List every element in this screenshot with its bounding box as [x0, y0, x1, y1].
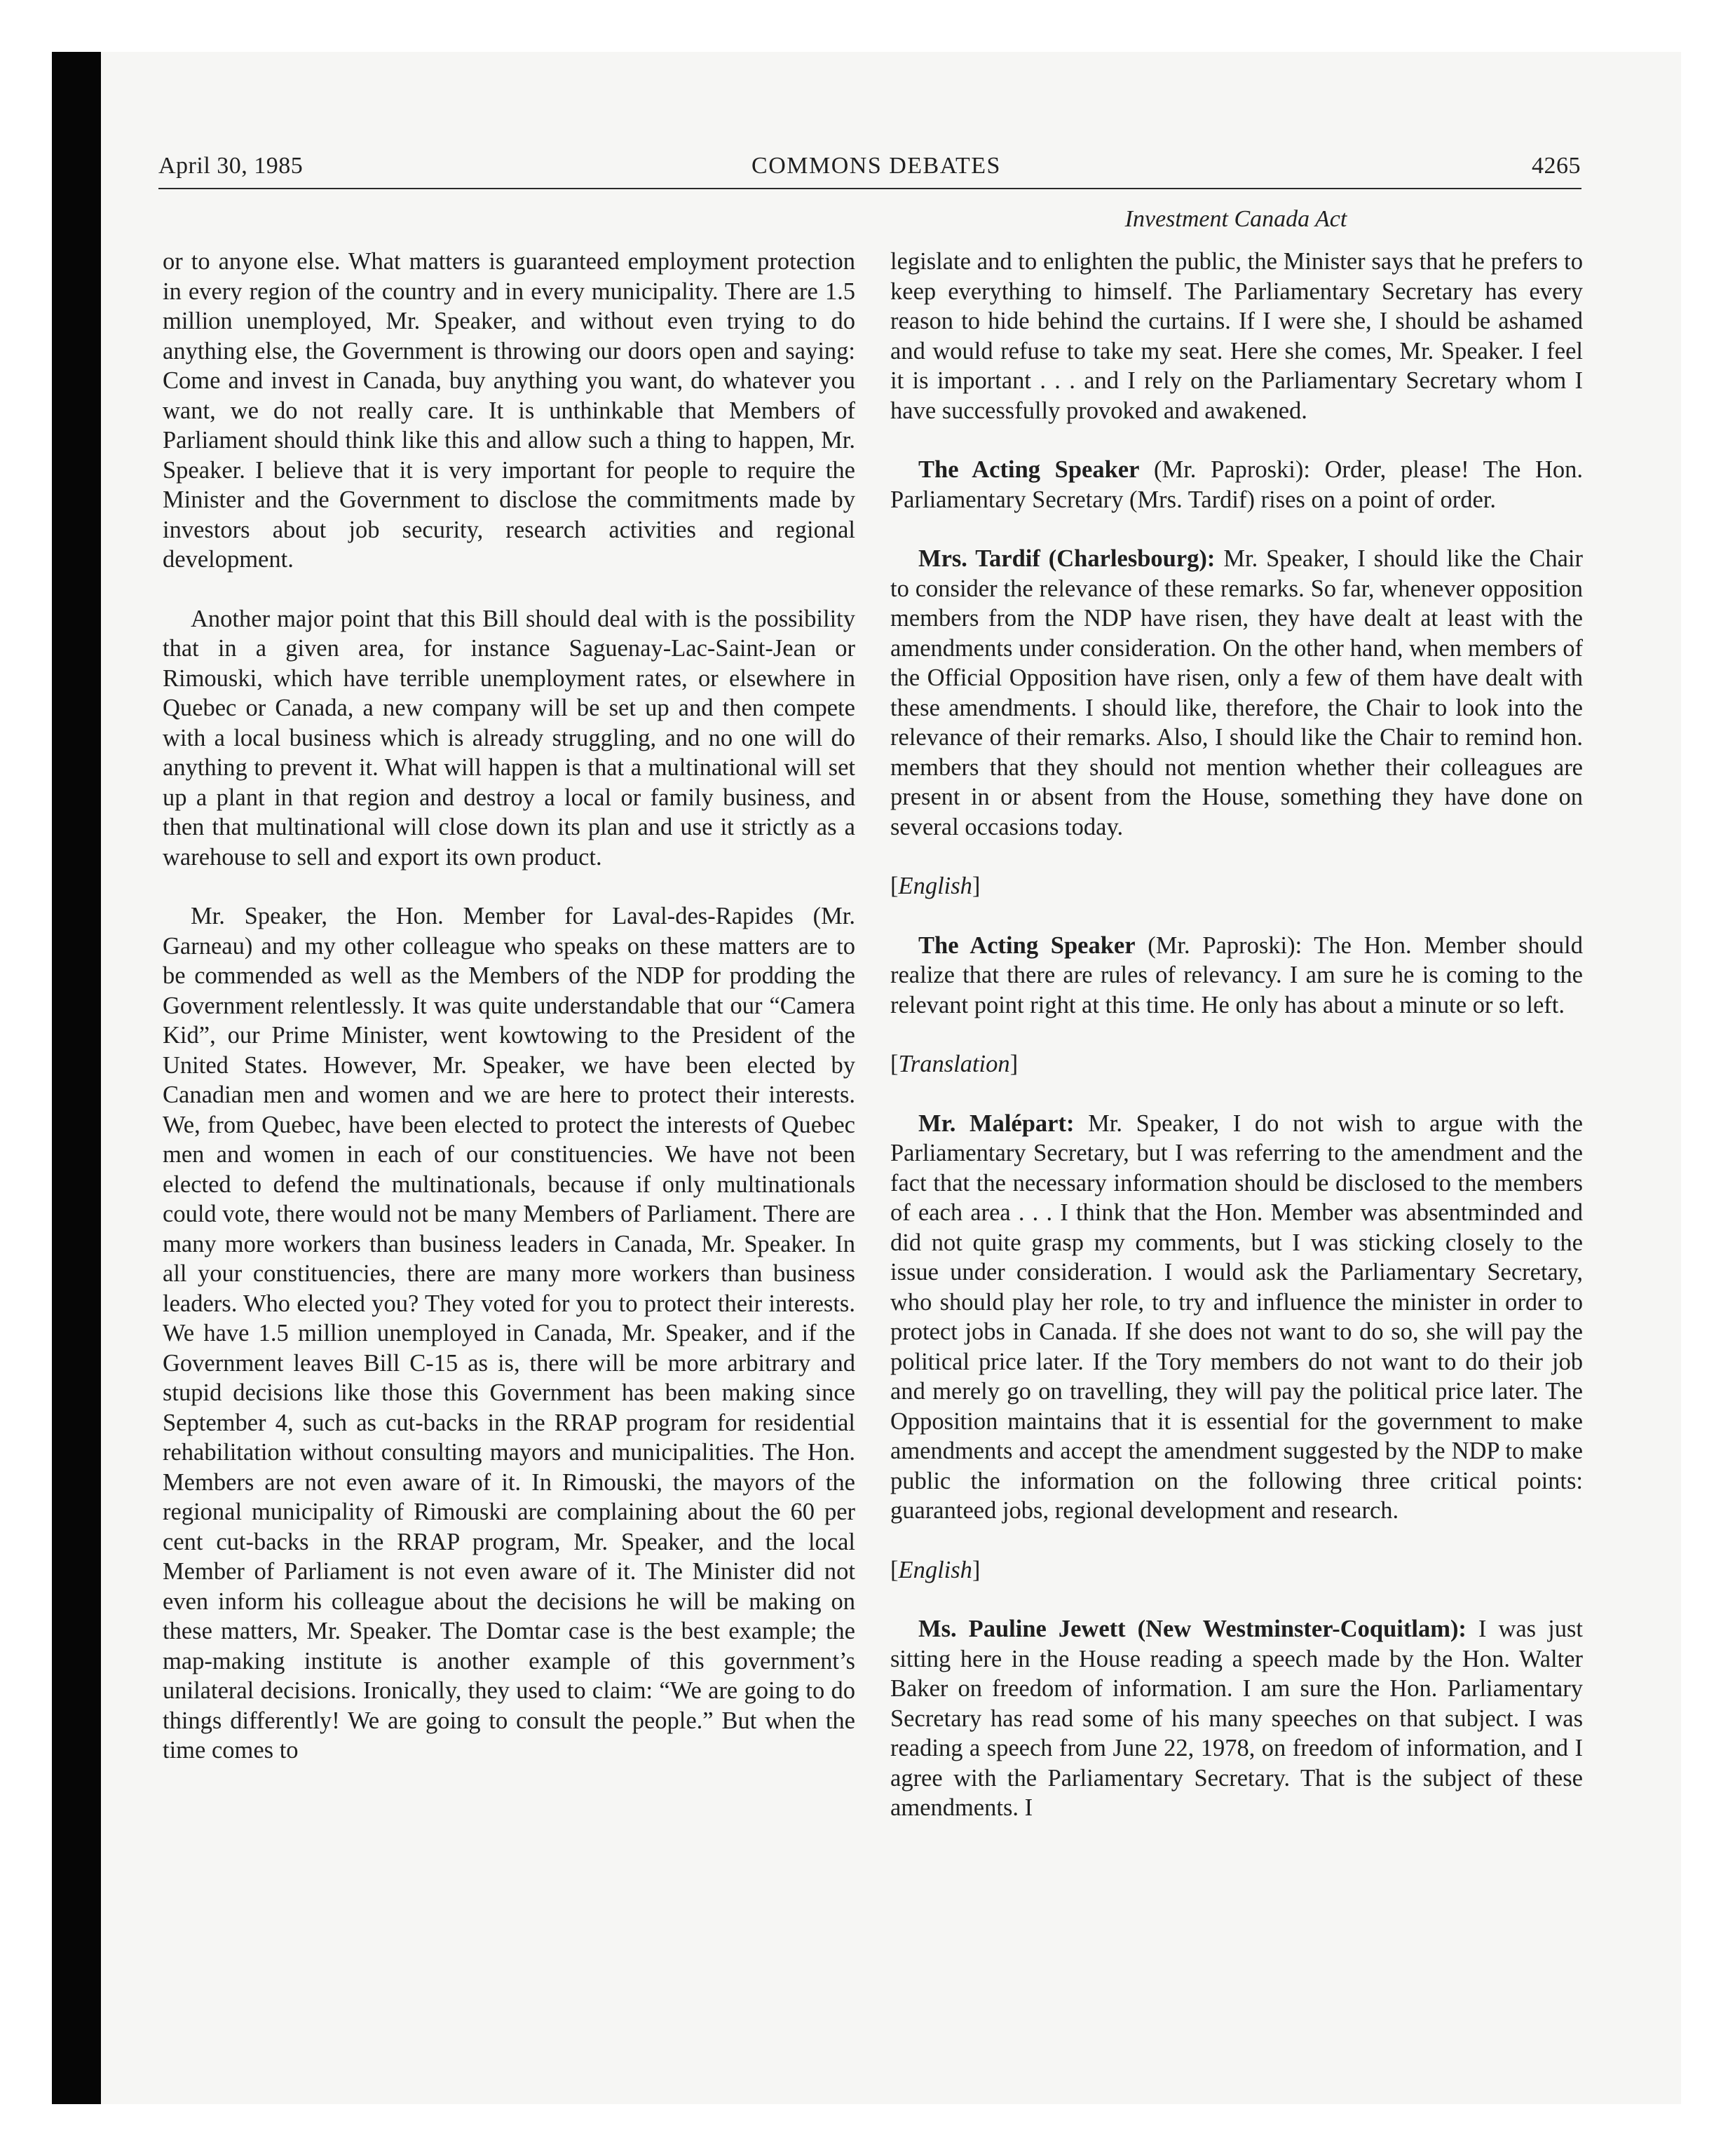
header-rule [158, 188, 1581, 189]
bracket-close: ] [972, 873, 981, 899]
language-label: English [898, 873, 972, 899]
speech-text: Order, please! The Hon. Parliamentary Secretary (Mrs. Tardif) rises on a point of order. [890, 456, 1583, 513]
bracket-open: [ [890, 873, 899, 899]
speaker-name: Ms. Pauline Jewett (New Westminster-Coquitlam): [918, 1616, 1467, 1642]
speaker-name: The Acting Speaker [918, 932, 1136, 959]
header-date: April 30, 1985 [158, 153, 304, 179]
right-column [890, 247, 1583, 1853]
left-column [163, 247, 855, 1795]
scan-binding-edge [52, 52, 101, 2104]
speech-text: I was just sitting here in the House reading a speech made by the Hon. Walter Baker on freedom of information. I am sure the Hon. Parliamentary Secretary has read some of his many speeches on that subject. I was reading a speech from June 22, 1978, on freedom of information, and I agree with the Parliamentary Secretary. That is the subject of these amendments. I [890, 1616, 1583, 1821]
section-title: Investment Canada Act [1124, 206, 1347, 232]
language-marker [890, 1049, 1583, 1079]
bracket-close: ] [972, 1556, 981, 1583]
language-marker [890, 871, 1583, 901]
speaker-riding: (Mr. Paproski): [1135, 932, 1302, 959]
paragraph: Mr. Speaker, the Hon. Member for Laval-des-Rapides (Mr. Garneau) and my other colleague who speaks on these matters are to be commended as well as the Members of the NDP for prodding the Government relentlessly. It was quite understandable that our “Camera Kid”, our Prime Minister, went kowtowing to the President of the United States. However, Mr. Speaker, we have been elected by Canadian men and women and we are here to protect their interests. We, from Quebec, have been elected to protect the interests of Quebec men and women in each of our constituencies. We have not been elected to defend the multinationals, because if only multinationals could vote, there would not be many Members of Parliament. There are many more workers than business leaders in Canada, Mr. Speaker. In all your constituencies, there are many more workers than business leaders. Who elected you? They voted for you to protect their interests. We have 1.5 million unemployed in Canada, Mr. Speaker, and if the Government leaves Bill C-15 as is, there will be more arbitrary and stupid decisions like those this Government has been making since September 4, such as cut-backs in the RRAP program for residential rehabilitation without consulting mayors and municipalities. The Hon. Members are not even aware of it. In Rimouski, the mayors of the regional municipality of Rimouski are complaining about the 60 per cent cut-backs in the RRAP program, Mr. Speaker, and the local Member of Parliament is not even aware of it. The Minister did not even inform his colleague about the decisions he will be making on these matters, Mr. Speaker. The Domtar case is the best example; the map-making institute is another example of this government’s unilateral decisions. Ironically, they used to claim: “We are going to do things differently! We are going to consult the people.” But when the time comes to [163, 903, 855, 1763]
paragraph: or to anyone else. What matters is guaranteed employment protection in every region of the country and in every municipality. There are 1.5 million unemployed, Mr. Speaker, and without even trying to do anything else, the Government is throwing our doors open and saying: Come and invest in Canada, buy anything you want, do whatever you want, we do not really care. It is unthinkable that Members of Parliament should think like this and allow such a thing to happen, Mr. Speaker. I believe that it is very important for people to require the Minister and the Government to disclose the commitments made by investors about job security, research activities and regional development. [163, 248, 855, 573]
speaker-name: Mrs. Tardif (Charlesbourg): [918, 545, 1216, 572]
speech [890, 544, 1583, 842]
speaker-name: The Acting Speaker [918, 456, 1140, 483]
speech-text: Mr. Speaker, I do not wish to argue with the Parliamentary Secretary, but I was referring to the amendment and the fact that the necessary information should be disclosed to the members of each area . . . I think that the Hon. Member was absentminded and did not quite grasp my comments, but I was sticking closely to the issue under consideration. I would ask the Parliamentary Secretary, who should play her role, to try and influence the minister in order to protect jobs in Canada. If she does not want to do so, she will pay the political price later. If the Tory members do not want to do their job and merely go on travelling, they will pay the political price later. The Opposition maintains that it is essential for the government to make amendments and accept the amendment suggested by the NDP to make public the information on the following three critical points: guaranteed jobs, regional development and research. [890, 1110, 1583, 1524]
speech-text: Mr. Speaker, I should like the Chair to consider the relevance of these remarks. So far, whenever opposition members from the NDP have risen, they have dealt at least with the amendments under consideration. On the other hand, when members of the Official Opposition have risen, only a few of them have dealt with these amendments. I should like, therefore, the Chair to look into the relevance of their remarks. Also, I should like the Chair to remind hon. members that they should not mention whether their colleagues are present in or absent from the House, something they have done on several occasions today. [890, 545, 1583, 840]
language-marker [890, 1555, 1583, 1585]
header-title: COMMONS DEBATES [751, 153, 1001, 179]
language-label: English [898, 1556, 972, 1583]
bracket-close: ] [1009, 1051, 1019, 1077]
speech [890, 1109, 1583, 1526]
bracket-open: [ [890, 1051, 899, 1077]
language-label: Translation [898, 1051, 1010, 1077]
speech [890, 455, 1583, 514]
speaker-name: Mr. Malépart: [918, 1110, 1075, 1137]
paragraph: Another major point that this Bill should deal with is the possibility that in a given area, for instance Saguenay-Lac-Saint-Jean or Rimouski, which have terrible unemployment rates, or elsewhere in Quebec or Canada, a new company will be set up and then compete with a local business which is already struggling, and no one will do anything to prevent it. What will happen is that a multinational will set up a plant in that region and destroy a local or family business, and then that multinational will close down its plan and use it strictly as a warehouse to sell and export its own product. [163, 605, 855, 871]
bracket-open: [ [890, 1556, 899, 1583]
speech [890, 1614, 1583, 1823]
paragraph: legislate and to enlighten the public, the Minister says that he prefers to keep everything to himself. The Parliamentary Secretary has every reason to hide behind the curtains. If I were she, I should be ashamed and would refuse to take my seat. Here she comes, Mr. Speaker. I feel it is important . . . and I rely on the Parliamentary Secretary whom I have successfully provoked and awakened. [890, 248, 1583, 424]
speech [890, 931, 1583, 1021]
page-number: 4265 [1532, 153, 1581, 179]
speaker-riding: (Mr. Paproski): [1139, 456, 1310, 483]
speech-text: The Hon. Member should realize that there are rules of relevancy. I am sure he is coming to the relevant point right at this time. He only has about a minute or so left. [890, 932, 1583, 1018]
